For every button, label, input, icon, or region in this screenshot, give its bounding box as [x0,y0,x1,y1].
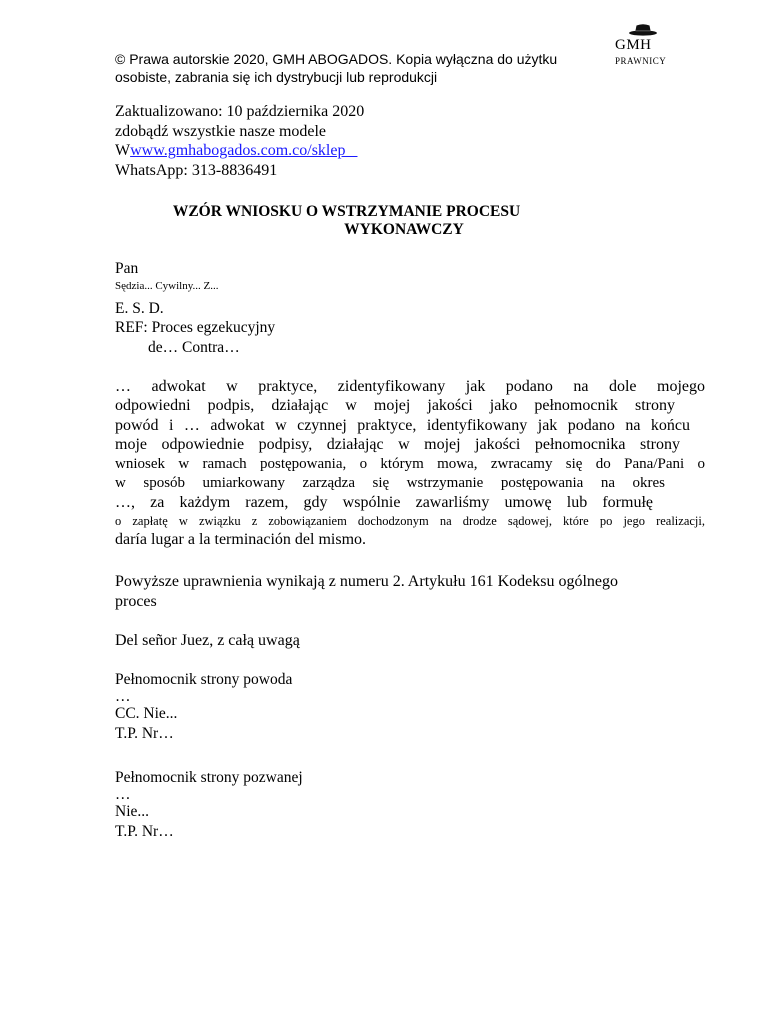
shop-link[interactable]: www.gmhabogados.com.co/sklep [130,142,346,160]
reference-line: REF: Proces egzekucyjny [115,319,276,336]
hat-icon [628,22,658,36]
body-line: w sposób umiarkowany zarządza się wstrzymanie postępowania na okres [115,475,665,492]
defendant-cc: Nie... [115,803,150,821]
body-line: odpowiedni podpis, działając w mojej jakości jako pełnomocnik strony [115,397,675,415]
addressee-judge: Sędzia... Cywilny... Z... [115,280,219,292]
defendant-name: … [115,786,131,804]
body-line: powód i … adwokat w czynnej praktyce, identyfikowany jak podano na końcu [115,416,690,434]
legal-basis-line-2: proces [115,593,157,610]
body-line: wniosek w ramach postępowania, o którym mowa, zwracamy się do Pana/Pani o [115,455,705,472]
document-title-line-1: WZÓR WNIOSKU O WSTRZYMANIE PROCESU [172,203,521,220]
defendant-tp: T.P. Nr… [115,823,174,841]
body-line: o zapłatę w związku z zobowiązaniem dochodzonym na drodze sądowej, które po jego realizacji, [115,513,705,528]
petition-body [115,377,705,549]
defendant-title: Pełnomocnik strony pozwanej [115,769,303,786]
get-models-text: zdobądź wszystkie nasze modele [115,122,327,140]
plaintiff-signature-block [115,670,292,745]
plaintiff-tp: T.P. Nr… [115,725,174,743]
plaintiff-cc: CC. Nie... [115,705,178,723]
plaintiff-name: … [115,688,131,706]
shop-link-trail[interactable] [345,142,357,159]
addressee-pan: Pan [115,260,139,277]
logo-name: GMH [615,37,652,53]
copyright-line-1: © Prawa autorskie 2020, GMH ABOGADOS. Kopia wyłączna do użytku [115,51,558,67]
gmh-logo [612,22,672,70]
closing-salutation: Del señor Juez, z całą uwagą [115,632,300,649]
website-line [115,141,364,161]
body-line: moje odpowiednie podpisy, działając w mojej jakości pełnomocnika strony [115,436,680,454]
whatsapp-contact: WhatsApp: 313-8836491 [115,162,278,180]
body-line: … adwokat w praktyce, zidentyfikowany jak podano na dole mojego [115,378,705,395]
plaintiff-title: Pełnomocnik strony powoda [115,671,293,688]
updated-date: Zaktualizowano: 10 października 2020 [115,103,365,120]
link-prefix: W [115,142,131,160]
body-line: …, za każdym razem, gdy wspólnie zawarliśmy umowę lub formułę [115,494,653,512]
body-line: daría lugar a la terminación del mismo. [115,530,367,548]
document-meta [115,102,364,181]
copyright-notice [115,50,557,86]
copyright-line-2: osobiste, zabrania się ich dystrybucji lub reprodukcji [115,69,438,85]
addressee-esd: E. S. D. [115,300,164,317]
parties-line: de… Contra… [148,339,240,356]
document-title-line-2: WYKONAWCZY [344,221,464,238]
logo-subtitle: PRAWNICY [615,56,667,66]
legal-basis-line-1: Powyższe uprawnienia wynikają z numeru 2. Artykułu 161 Kodeksu ogólnego [115,573,619,590]
defendant-signature-block [115,768,303,843]
